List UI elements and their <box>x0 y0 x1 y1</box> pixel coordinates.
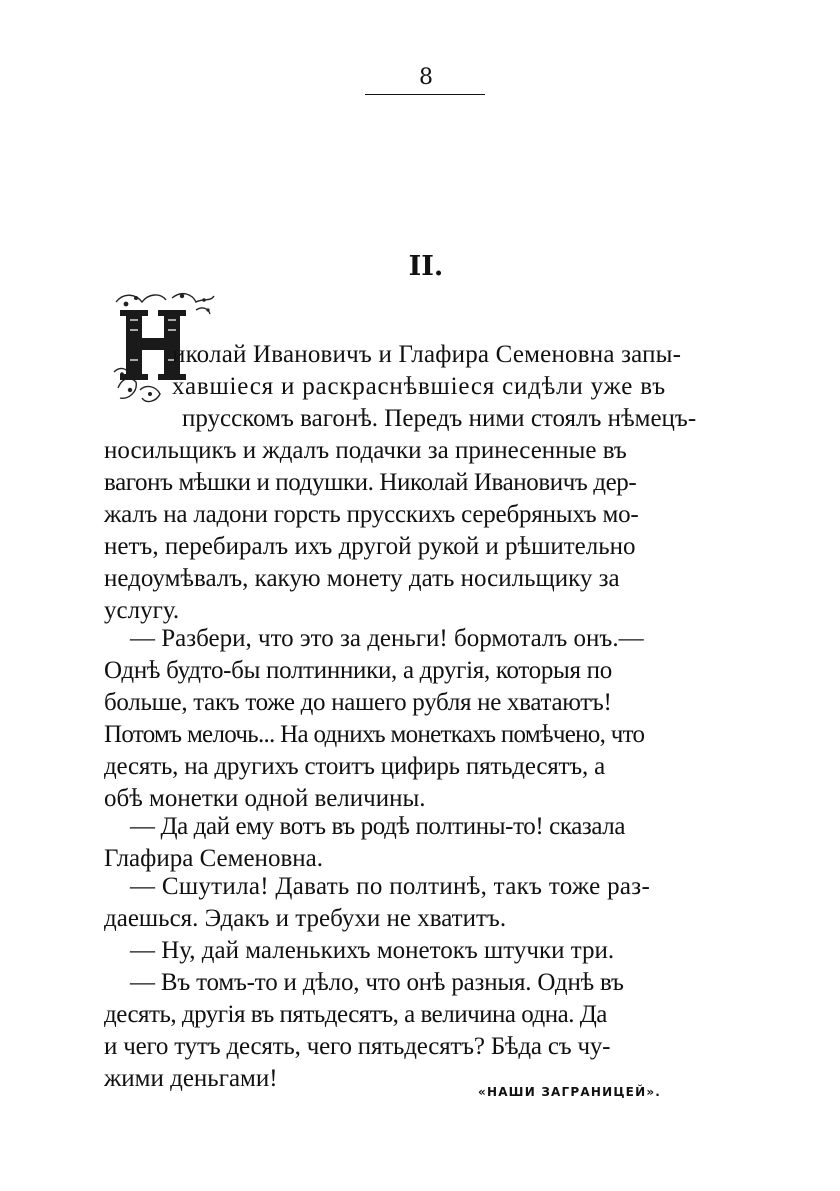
text-line: десять, на другихъ стоитъ цифирь пятьдесятъ, а <box>104 753 605 780</box>
text-line: прусскомъ вагонѣ. Передъ ними стоялъ нѣмецъ- <box>182 405 697 432</box>
text-line: вагонъ мѣшки и подушки. Николай Ивановичъ дер- <box>104 469 637 496</box>
text-line: Потомъ мелочь... На однихъ монеткахъ помѣчено, что <box>104 721 645 748</box>
text-line: носильщикъ и ждалъ подачки за принесенные въ <box>104 437 627 464</box>
text-line: услугу. <box>104 597 180 624</box>
text-line: жими деньгами! <box>104 1065 278 1092</box>
page-number: 8 <box>419 65 433 90</box>
text-line: даешься. Эдакъ и требухи не хватитъ. <box>104 905 507 932</box>
text-line: недоумѣвалъ, какую монету дать носильщику за <box>104 565 620 592</box>
text-line: больше, такъ тоже до нашего рубля не хватаютъ! <box>104 689 612 716</box>
footer-signature: «НАШИ ЗАГРАНИЦЕЙ». <box>478 1085 662 1099</box>
text-line: Глафира Семеновна. <box>104 845 323 872</box>
text-line: — Сшутила! Давать по полтинѣ, такъ тоже раз- <box>130 873 651 900</box>
text-line: — Да дай ему вотъ въ родѣ полтины-то! сказала <box>130 813 626 840</box>
header-rule <box>365 94 485 95</box>
text-line: иколай Ивановичъ и Глафира Семеновна запы- <box>172 341 682 368</box>
text-line: — Въ томъ-то и дѣло, что онѣ разныя. Однѣ въ <box>130 969 624 996</box>
text-line: обѣ монетки одной величины. <box>104 785 426 812</box>
text-line: десять, другія въ пятьдесятъ, а величина одна. Да <box>104 1001 607 1028</box>
text-line: хавшіеся и раскраснѣвшіеся сидѣли уже въ <box>172 373 666 400</box>
text-line: жалъ на ладони горсть прусскихъ серебряныхъ мо- <box>104 501 639 528</box>
text-line: нетъ, перебиралъ ихъ другой рукой и рѣшительно <box>104 533 636 560</box>
text-line: и чего тутъ десять, чего пятьдесятъ? Бѣда съ чу- <box>104 1033 611 1060</box>
chapter-heading: II. <box>408 251 444 282</box>
text-line: Однѣ будто-бы полтинники, а другія, которыя по <box>104 657 612 684</box>
text-line: — Ну, дай маленькихъ монетокъ штучки три. <box>130 937 615 964</box>
text-line: — Разбери, что это за деньги! бормоталъ онъ.— <box>130 625 644 652</box>
